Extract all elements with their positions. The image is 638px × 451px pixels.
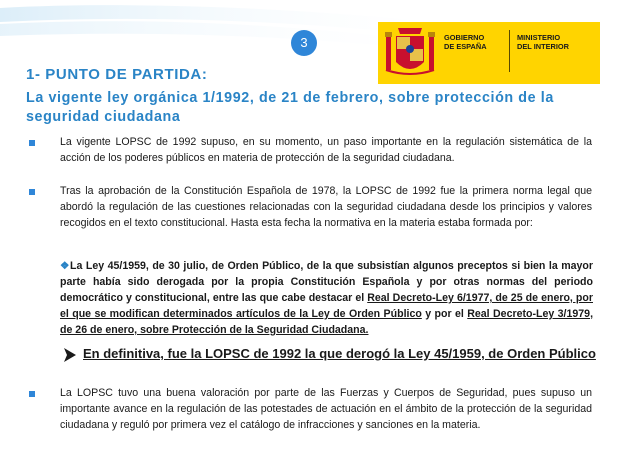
real-decreto-6-1977-link[interactable]: Real Decreto-Ley 6/1977, de 25 de enero, por el que se modifican determinados artículos de la Ley de Orden Público — [60, 292, 593, 320]
bullet-square-icon — [29, 140, 35, 146]
conclusion-text: En definitiva, fue la LOPSC de 1992 la que derogó la Ley 45/1959, de Orden Público — [83, 346, 596, 361]
diamond-check-icon: ❖ — [60, 260, 71, 272]
spain-crest-icon — [384, 26, 436, 80]
bullet-paragraph-1: La vigente LOPSC de 1992 supuso, en su momento, un paso importante en la regulación sistemática de la acción de los poderes públicos en materia de protección de la seguridad ciudadana. — [60, 136, 592, 164]
bullet-square-icon — [29, 391, 35, 397]
bullet-square-icon — [29, 189, 35, 195]
logo-divider — [509, 30, 510, 72]
bullet-paragraph-3: La LOPSC tuvo una buena valoración por parte de las Fuerzas y Cuerpos de Seguridad, pues supuso un importante avance en la regulación de las potestades de actuación en el ámbito de la protección de la seguridad ciudadana y reguló por primera vez el catálogo de infracciones y sanciones en la materia. — [60, 387, 592, 431]
bullet-paragraph-2: Tras la aprobación de la Constitución Española de 1978, la LOPSC de 1992 fue la primera norma legal que abordó la regulación de las cuestiones relacionadas con la seguridad ciudadana desde los principios y valores recogidos en el texto constitucional. Hasta esta fecha la normativa en la materia estaba formada por: — [60, 185, 592, 229]
gobierno-label: GOBIERNO DE ESPAÑA — [444, 33, 487, 51]
ministerio-label: MINISTERIO DEL INTERIOR — [517, 33, 570, 51]
government-logo — [378, 22, 600, 84]
arrow-right-icon — [64, 348, 76, 362]
sub-item-ley-45-1959: ❖La Ley 45/1959, de 30 julio, de Orden Público, de la que subsistían algunos preceptos si bien la mayor parte había sido derogada por la propia Constitución Española y por otras normas del periodo democrático y constitucional, entre las que cabe destacar el Real Decreto-Ley 6/1977, de 25 de enero, por el que se modifican determinados artículos de la Ley de Orden Público y por el Real Decreto-Ley 3/1979, de 26 de enero, sobre Protección de la Seguridad Ciudadana. — [60, 260, 594, 336]
real-decreto-3-1979-link[interactable]: Real Decreto-Ley 3/1979, de 26 de enero, sobre Protección de la Seguridad Ciudadana. — [60, 308, 594, 336]
page-number-badge: 3 — [291, 30, 317, 56]
page-subtitle: La vigente ley orgánica 1/1992, de 21 de febrero, sobre protección de la seguridad ciudadana — [26, 90, 554, 125]
page-title: 1- PUNTO DE PARTIDA: — [26, 66, 208, 83]
